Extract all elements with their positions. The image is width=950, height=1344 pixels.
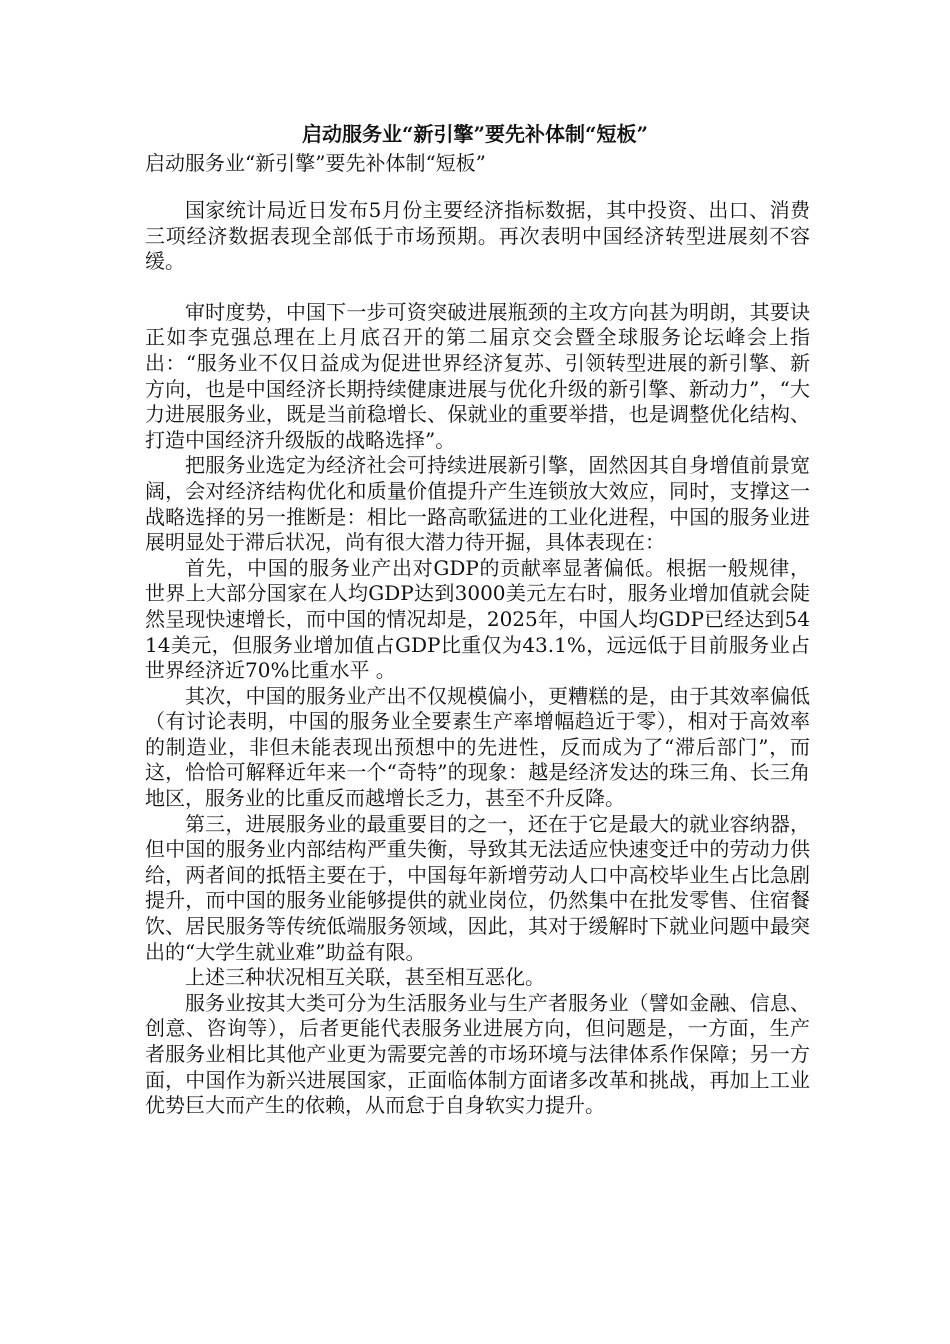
paragraph-intro: 国家统计局近日发布5月份主要经济指标数据，其中投资、出口、消费三项经济数据表现全部低于市场预期。再次表明中国经济转型进展刻不容缓。 [145, 198, 810, 274]
paragraph-situation: 审时度势，中国下一步可资突破进展瓶颈的主攻方向甚为明朗，其要诀正如李克强总理在上月底召开的第二届京交会暨全球服务论坛峰会上指出：“服务业不仅日益成为促进世界经济复苏、引领转型进展的新引擎、新方向，也是中国经济长期持续健康进展与优化升级的新引擎、新动力”，“大力进展服务业，既是当前稳增长、保就业的重要举措，也是调整优化结构、打造中国经济升级版的战略选择”。 [145, 299, 810, 452]
paragraph-summary: 上述三种状况相互关联，甚至相互恶化。 [185, 965, 545, 990]
paragraph-first: 首先，中国的服务业产出对GDP的贡献率显著偏低。根据一般规律，世界上大部分国家在人均GDP达到3000美元左右时，服务业增加值就会陡然呈现快速增长，而中国的情况却是，2025年，中国人均GDP已经达到5414美元，但服务业增加值占GDP比重仅为43.1%，远远低于目前服务业占世界经济近70%比重水平 。 [145, 555, 810, 683]
paragraph-second: 其次，中国的服务业产出不仅规模偏小，更糟糕的是，由于其效率偏低（有讨论表明，中国的服务业全要素生产率增幅趋近于零），相对于高效率的制造业，非但未能表现出预想中的先进性，反而成为了“滞后部门”，而这，恰恰可解释近年来一个“奇特”的现象：越是经济发达的珠三角、长三角地区，服务业的比重反而越增长乏力，甚至不升反降。 [145, 683, 810, 811]
document-subtitle: 启动服务业“新引擎”要先补体制“短板” [145, 151, 486, 175]
document-title: 启动服务业“新引擎”要先补体制“短板” [301, 122, 648, 146]
document-body [145, 198, 810, 1119]
paragraph-conclusion: 服务业按其大类可分为生活服务业与生产者服务业（譬如金融、信息、创意、咨询等），后者更能代表服务业进展方向，但问题是，一方面，生产者服务业相比其他产业更为需要完善的市场环境与法律体系作保障；另一方面，中国作为新兴进展国家，正面临体制方面诸多改革和挑战，再加上工业优势巨大而产生的依赖，从而怠于自身软实力提升。 [145, 990, 810, 1118]
paragraph-third: 第三，进展服务业的最重要目的之一，还在于它是最大的就业容纳器，但中国的服务业内部结构严重失衡，导致其无法适应快速变迁中的劳动力供给，两者间的抵牾主要在于，中国每年新增劳动人口中高校毕业生占比急剧提升，而中国的服务业能够提供的就业岗位，仍然集中在批发零售、住宿餐饮、居民服务等传统低端服务领域，因此，其对于缓解时下就业问题中最突出的“大学生就业难”助益有限。 [145, 811, 810, 964]
paragraph-strategy: 把服务业选定为经济社会可持续进展新引擎，固然因其自身增值前景宽阔，会对经济结构优化和质量价值提升产生连锁放大效应，同时，支撑这一战略选择的另一推断是：相比一路高歌猛进的工业化进程，中国的服务业进展明显处于滞后状况，尚有很大潜力待开掘，具体表现在： [145, 453, 810, 555]
